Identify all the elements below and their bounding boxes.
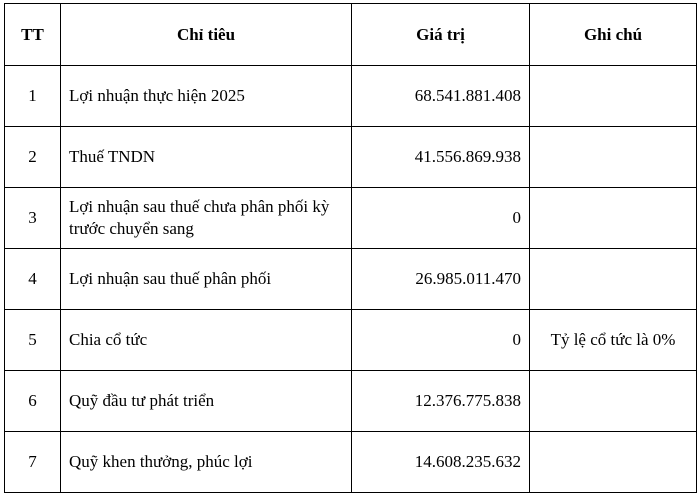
table-row	[5, 432, 697, 493]
row-value: 41.556.869.938	[352, 127, 530, 188]
row-value: 14.608.235.632	[352, 432, 530, 493]
table-row	[5, 188, 697, 249]
row-tt: 7	[5, 432, 61, 493]
row-tt: 1	[5, 66, 61, 127]
row-tt: 4	[5, 249, 61, 310]
row-value: 0	[352, 310, 530, 371]
profit-distribution-table	[4, 3, 697, 493]
row-tt: 6	[5, 371, 61, 432]
row-value: 26.985.011.470	[352, 249, 530, 310]
row-tt: 2	[5, 127, 61, 188]
row-note	[530, 127, 697, 188]
row-name: Quỹ khen thưởng, phúc lợi	[61, 432, 352, 493]
row-name: Chia cổ tức	[61, 310, 352, 371]
row-value: 68.541.881.408	[352, 66, 530, 127]
row-note	[530, 188, 697, 249]
table-header-row	[5, 4, 697, 66]
row-value: 0	[352, 188, 530, 249]
row-note	[530, 371, 697, 432]
row-tt: 3	[5, 188, 61, 249]
row-tt: 5	[5, 310, 61, 371]
row-name: Lợi nhuận sau thuế chưa phân phối kỳ trước chuyển sang	[61, 188, 352, 249]
row-note	[530, 66, 697, 127]
table-row	[5, 310, 697, 371]
header-note: Ghi chú	[530, 4, 697, 66]
row-name: Thuế TNDN	[61, 127, 352, 188]
header-tt: TT	[5, 4, 61, 66]
table-row	[5, 66, 697, 127]
row-note: Tỷ lệ cổ tức là 0%	[530, 310, 697, 371]
row-name: Quỹ đầu tư phát triển	[61, 371, 352, 432]
row-note	[530, 432, 697, 493]
table-row	[5, 371, 697, 432]
table-row	[5, 127, 697, 188]
row-name: Lợi nhuận sau thuế phân phối	[61, 249, 352, 310]
row-name: Lợi nhuận thực hiện 2025	[61, 66, 352, 127]
table-row	[5, 249, 697, 310]
header-name: Chỉ tiêu	[61, 4, 352, 66]
header-value: Giá trị	[352, 4, 530, 66]
row-note	[530, 249, 697, 310]
row-value: 12.376.775.838	[352, 371, 530, 432]
